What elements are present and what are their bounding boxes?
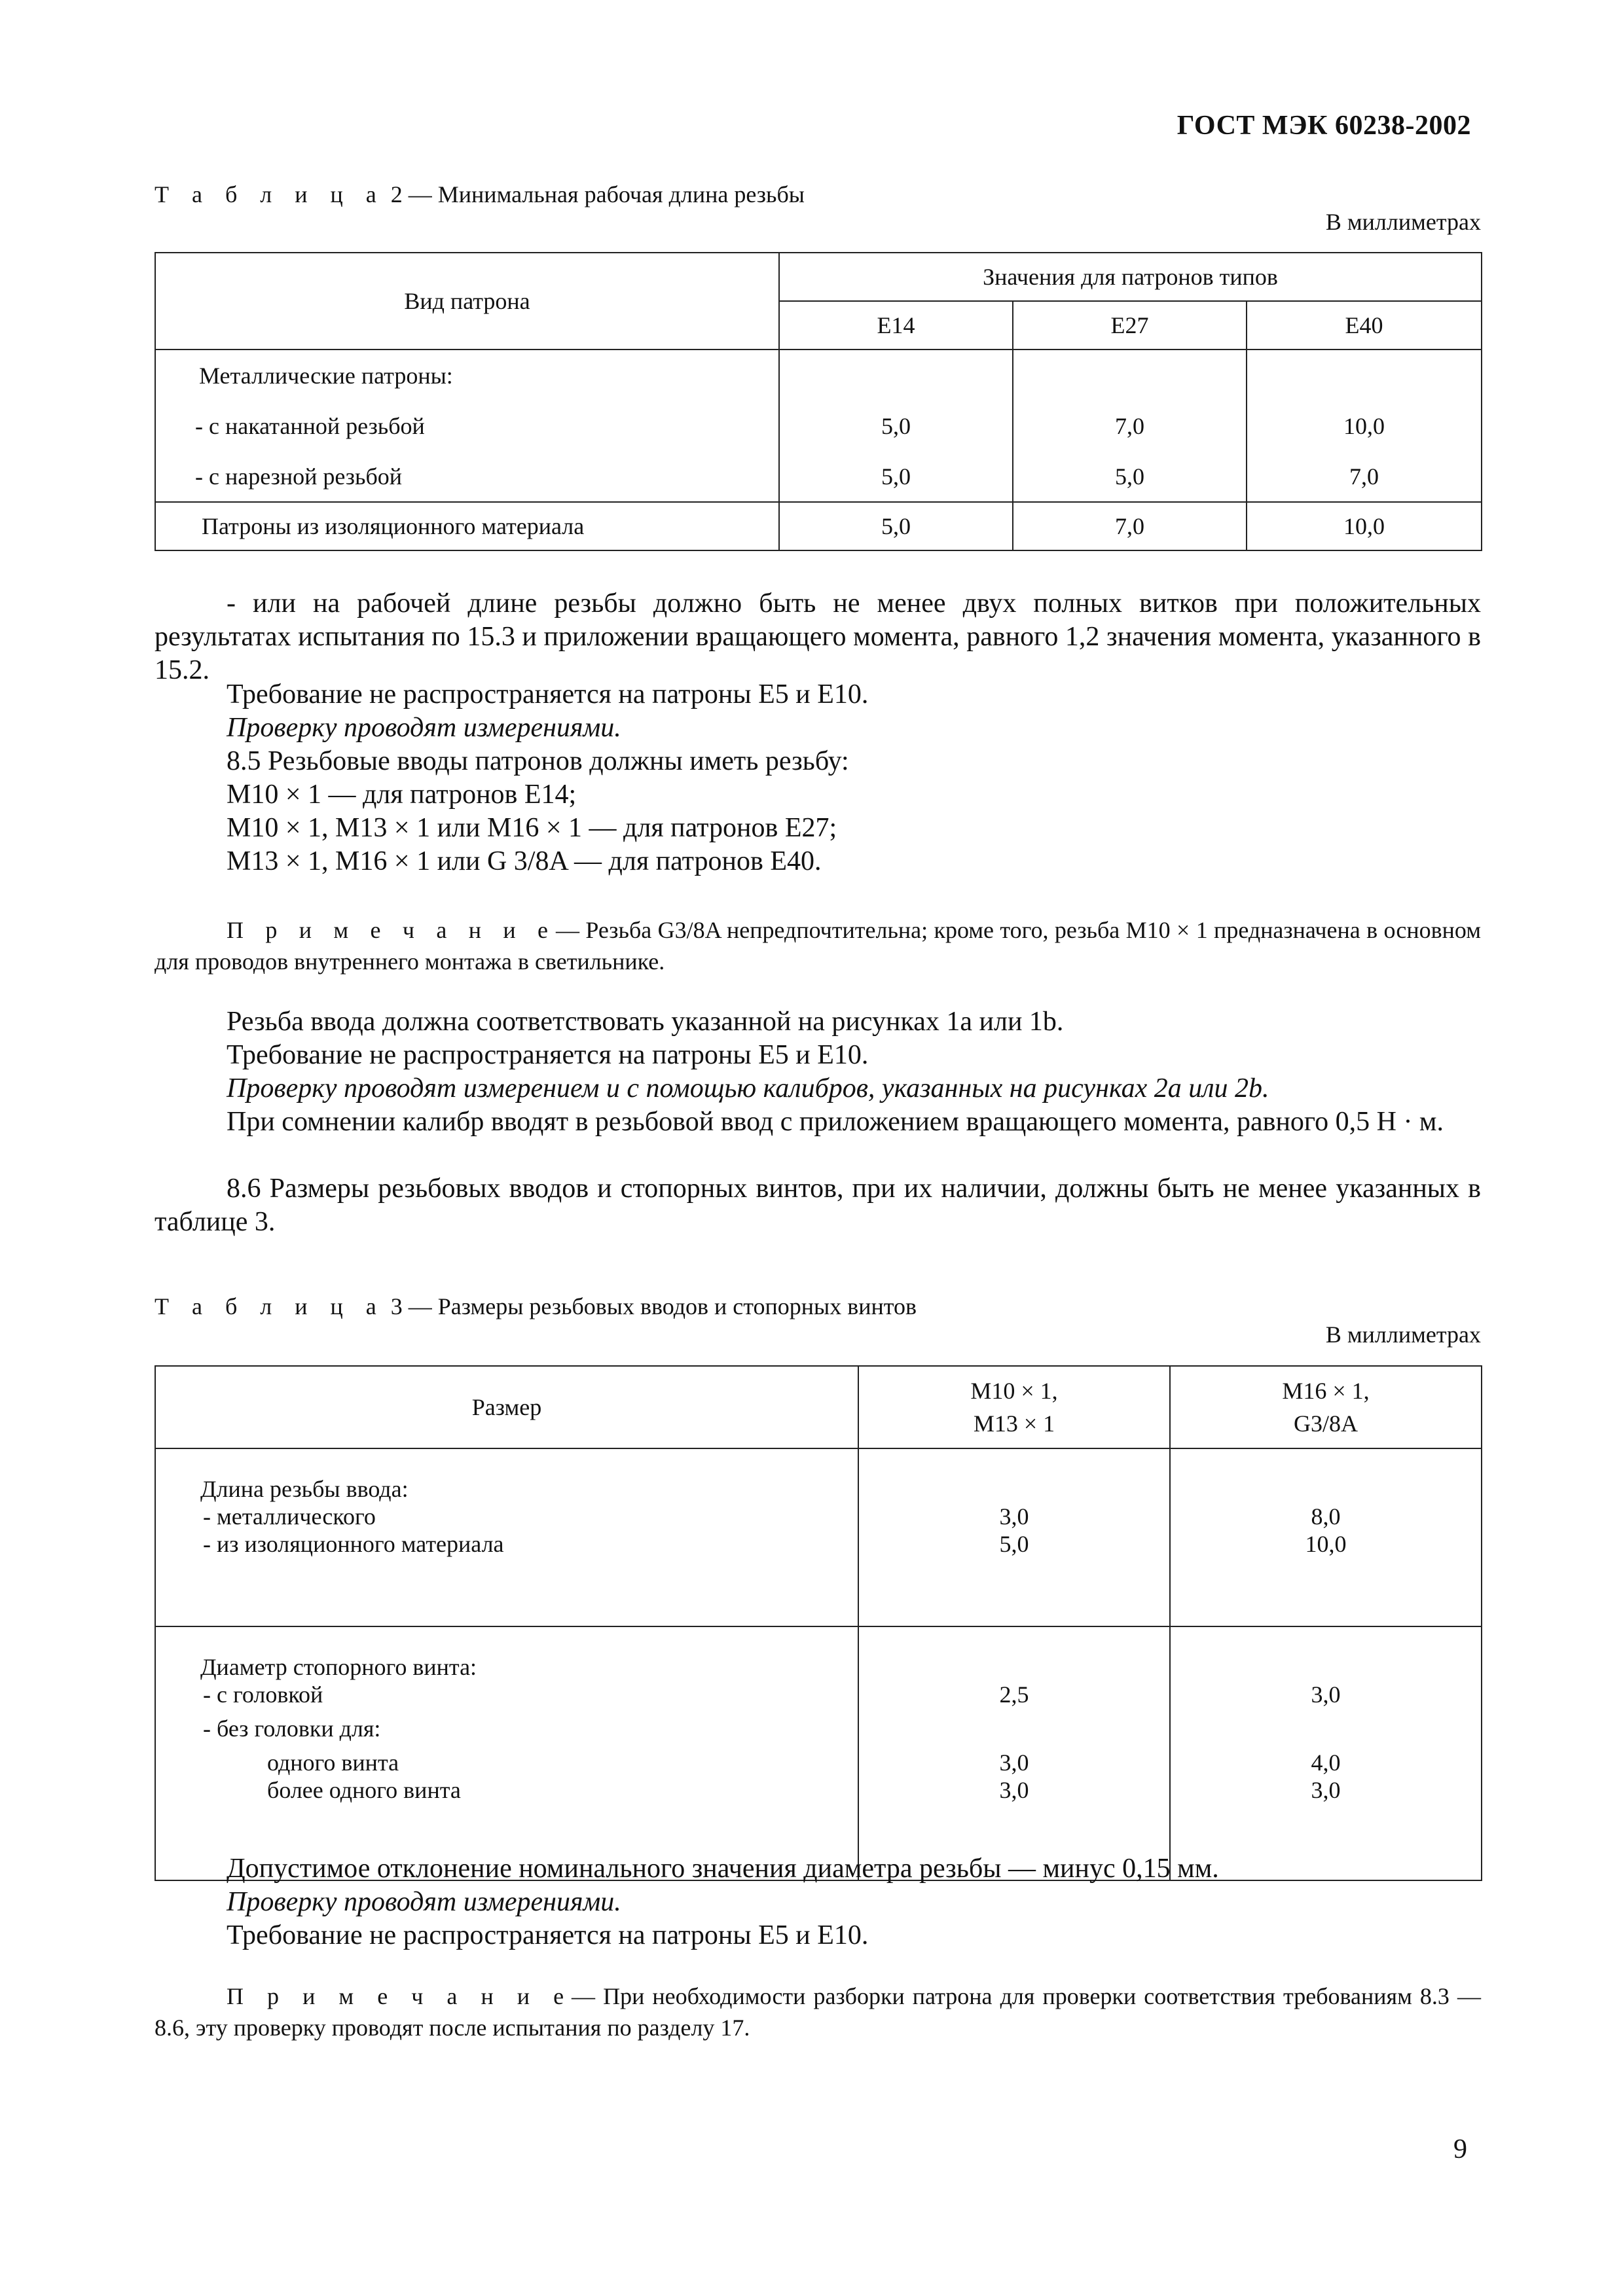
table2-cell: 7,0 (1013, 502, 1247, 550)
table3-caption (155, 1293, 917, 1320)
table2-row-label: - с накатанной резьбой (155, 401, 779, 451)
table3-group2-col-a: 2,5 3,0 3,0 (858, 1626, 1170, 1880)
paragraph: M10 × 1 — для патронов E14; (227, 780, 577, 810)
table2-header-type: E40 (1247, 301, 1482, 350)
table3-units: В миллиметрах (1325, 1321, 1481, 1348)
page-number: 9 (1453, 2134, 1467, 2164)
table2-cell: 5,0 (1013, 451, 1247, 502)
table3-group2-labels: Диаметр стопорного винта: - с головкой - без головки для: одного винта более одного винта (155, 1626, 858, 1880)
table-row (155, 502, 1482, 550)
table3-caption-word: Т а б л и ц а (155, 1293, 385, 1319)
table2-cell (779, 350, 1013, 401)
table-row (155, 1626, 1482, 1880)
table3-group1-col-a: 3,0 5,0 (858, 1448, 1170, 1626)
table2-cell: 5,0 (779, 401, 1013, 451)
paragraph: 8.5 Резьбовые вводы патронов должны иметь резьбу: (227, 746, 849, 776)
table-row (155, 1448, 1482, 1626)
paragraph: Проверку проводят измерениями. (227, 713, 621, 743)
document-header: ГОСТ МЭК 60238-2002 (1176, 111, 1471, 141)
paragraph: При сомнении калибр вводят в резьбовой ввод с приложением вращающего момента, равного 0,5 Н · м. (227, 1107, 1444, 1137)
table2-row-label: - с нарезной резьбой (155, 451, 779, 502)
table2-cell (1013, 350, 1247, 401)
paragraph: Проверку проводят измерением и с помощью калибров, указанных на рисунках 2a или 2b. (227, 1073, 1269, 1103)
table2-caption-text: 2 — Минимальная рабочая длина резьбы (390, 181, 805, 207)
table2-header-kind: Вид патрона (155, 253, 779, 350)
note-label: П р и м е ч а н и е (227, 917, 556, 943)
table2-units: В миллиметрах (1325, 209, 1481, 235)
table3-header-col-b: M16 × 1, G3/8A (1170, 1366, 1482, 1448)
table2-header-type: E27 (1013, 301, 1247, 350)
table2-cell: 7,0 (1247, 451, 1482, 502)
table3 (155, 1365, 1482, 1881)
paragraph: 8.6 Размеры резьбовых вводов и стопорных винтов, при их наличии, должны быть не менее указанных в таблице 3. (155, 1174, 1481, 1237)
table2-header-group: Значения для патронов типов (779, 253, 1482, 301)
table2-row-label: Металлические патроны: (155, 350, 779, 401)
note-text: — При необходимости разборки патрона для проверки соответствия требованиям 8.3 — 8.6, эту проверку проводят после испытания по разделу 17. (155, 1983, 1481, 2041)
table2-row-label: Патроны из изоляционного материала (155, 502, 779, 550)
table2 (155, 252, 1482, 551)
table2-caption (155, 181, 805, 208)
paragraph: M13 × 1, M16 × 1 или G 3/8A — для патронов E40. (227, 846, 822, 876)
table2-cell: 10,0 (1247, 502, 1482, 550)
table3-group1-col-b: 8,0 10,0 (1170, 1448, 1482, 1626)
note (155, 1981, 1481, 2043)
paragraph: Допустимое отклонение номинального значения диаметра резьбы — минус 0,15 мм. (227, 1854, 1219, 1884)
paragraph: Проверку проводят измерениями. (227, 1887, 621, 1917)
table2-cell: 5,0 (779, 451, 1013, 502)
paragraph: Требование не распространяется на патроны E5 и E10. (227, 1040, 869, 1070)
table3-group2-col-b: 3,0 4,0 3,0 (1170, 1626, 1482, 1880)
paragraph: Требование не распространяется на патроны E5 и E10. (227, 679, 869, 709)
table2-cell (1247, 350, 1482, 401)
note-text: — Резьба G3/8A непредпочтительна; кроме того, резьба M10 × 1 предназначена в основном для проводов внутреннего монтажа в светильнике. (155, 917, 1481, 975)
table-row (155, 451, 1482, 502)
table3-header-col-a: M10 × 1, M13 × 1 (858, 1366, 1170, 1448)
paragraph: Требование не распространяется на патроны E5 и E10. (227, 1920, 869, 1950)
paragraph: M10 × 1, M13 × 1 или M16 × 1 — для патронов E27; (227, 813, 837, 843)
table2-cell: 10,0 (1247, 401, 1482, 451)
table-row (155, 401, 1482, 451)
note-label: П р и м е ч а н и е (227, 1983, 572, 2009)
table-row (155, 350, 1482, 401)
table3-header-size: Размер (155, 1366, 858, 1448)
table2-caption-word: Т а б л и ц а (155, 181, 385, 207)
table3-group1-labels: Длина резьбы ввода: - металлического - из изоляционного материала (155, 1448, 858, 1626)
paragraph: - или на рабочей длине резьбы должно быть не менее двух полных витков при положительных результатах испытания по 15.3 и приложении вращающего момента, равного 1,2 значения момента, указанного в 15.2. (155, 588, 1481, 685)
table2-cell: 7,0 (1013, 401, 1247, 451)
paragraph: Резьба ввода должна соответствовать указанной на рисунках 1a или 1b. (227, 1007, 1064, 1037)
note (155, 914, 1481, 977)
table2-cell: 5,0 (779, 502, 1013, 550)
table3-caption-text: 3 — Размеры резьбовых вводов и стопорных винтов (390, 1293, 917, 1319)
table2-header-type: E14 (779, 301, 1013, 350)
